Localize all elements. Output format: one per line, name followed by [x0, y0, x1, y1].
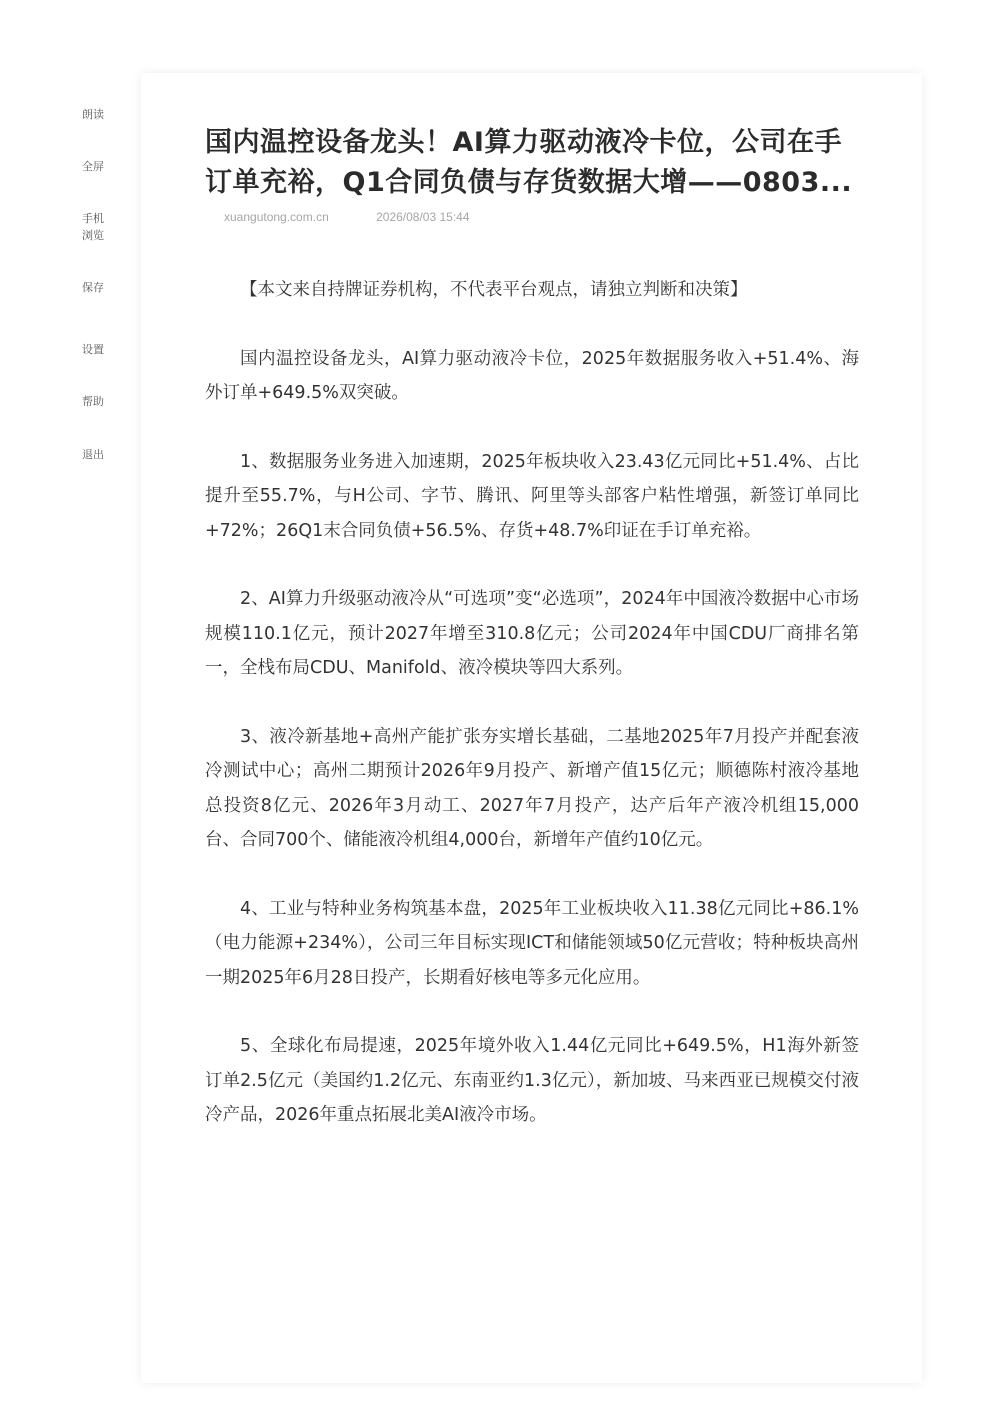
help-label: 帮助 — [82, 395, 104, 408]
article-meta — [224, 210, 470, 224]
read-aloud-button[interactable] — [66, 106, 124, 123]
settings-label: 设置 — [82, 343, 104, 356]
article-source: xuangutong.com.cn — [224, 210, 329, 224]
fullscreen-button[interactable] — [66, 158, 124, 175]
article-paragraph: 4、工业与特种业务构筑基本盘，2025年工业板块收入11.38亿元同比+86.1%（电力能源+234%），公司三年目标实现ICT和储能领域50亿元营收；特种板块高州一期2025年6月28日投产，长期看好核电等多元化应用。 — [205, 898, 859, 988]
exit-button[interactable] — [66, 446, 124, 463]
save-label: 保存 — [82, 281, 104, 294]
article-disclaimer: 【本文来自持牌证券机构，不代表平台观点，请独立判断和决策】 — [240, 280, 748, 300]
mobile-view-button[interactable] — [66, 210, 124, 244]
article-paragraph: 1、数据服务业务进入加速期，2025年板块收入23.43亿元同比+51.4%、占比提升至55.7%，与H公司、字节、腾讯、阿里等头部客户粘性增强，新签订单同比+72%；26Q1末合同负债+56.5%、存货+48.7%印证在手订单充裕。 — [205, 451, 859, 541]
settings-button[interactable] — [66, 341, 124, 358]
article-body — [205, 273, 859, 1167]
mobile-view-label-line1: 手机 — [82, 212, 104, 225]
article-paragraph: 2、AI算力升级驱动液冷从“可选项”变“必选项”，2024年中国液冷数据中心市场规模110.1亿元，预计2027年增至310.8亿元；公司2024年中国CDU厂商排名第一，全栈布局CDU、Manifold、液冷模块等四大系列。 — [205, 589, 859, 678]
read-aloud-label: 朗读 — [82, 108, 104, 121]
article-paragraph: 3、液冷新基地+高州产能扩张夯实增长基础，二基地2025年7月投产并配套液冷测试中心；高州二期预计2026年9月投产、新增产值15亿元；顺德陈村液冷基地总投资8亿元、2026年3月动工、2027年7月投产，达产后年产液冷机组15,000台、合同700个、储能液冷机组4,000台，新增年产值约10亿元。 — [205, 726, 859, 850]
save-button[interactable] — [66, 279, 124, 296]
help-button[interactable] — [66, 393, 124, 410]
fullscreen-label: 全屏 — [82, 160, 104, 173]
article-paragraph: 国内温控设备龙头，AI算力驱动液冷卡位，2025年数据服务收入+51.4%、海外订单+649.5%双突破。 — [205, 348, 859, 403]
mobile-view-label-line2: 浏览 — [82, 229, 104, 242]
article-paragraph: 5、全球化布局提速，2025年境外收入1.44亿元同比+649.5%，H1海外新签订单2.5亿元（美国约1.2亿元、东南亚约1.3亿元），新加坡、马来西亚已规模交付液冷产品，2026年重点拓展北美AI液冷市场。 — [205, 1036, 859, 1125]
article-date: 2026/08/03 15:44 — [376, 210, 470, 224]
exit-label: 退出 — [82, 448, 104, 461]
article-card — [141, 73, 922, 1383]
article-title: 国内温控设备龙头！AI算力驱动液冷卡位，公司在手订单充裕，Q1合同负债与存货数据大增——0803... — [205, 127, 853, 198]
